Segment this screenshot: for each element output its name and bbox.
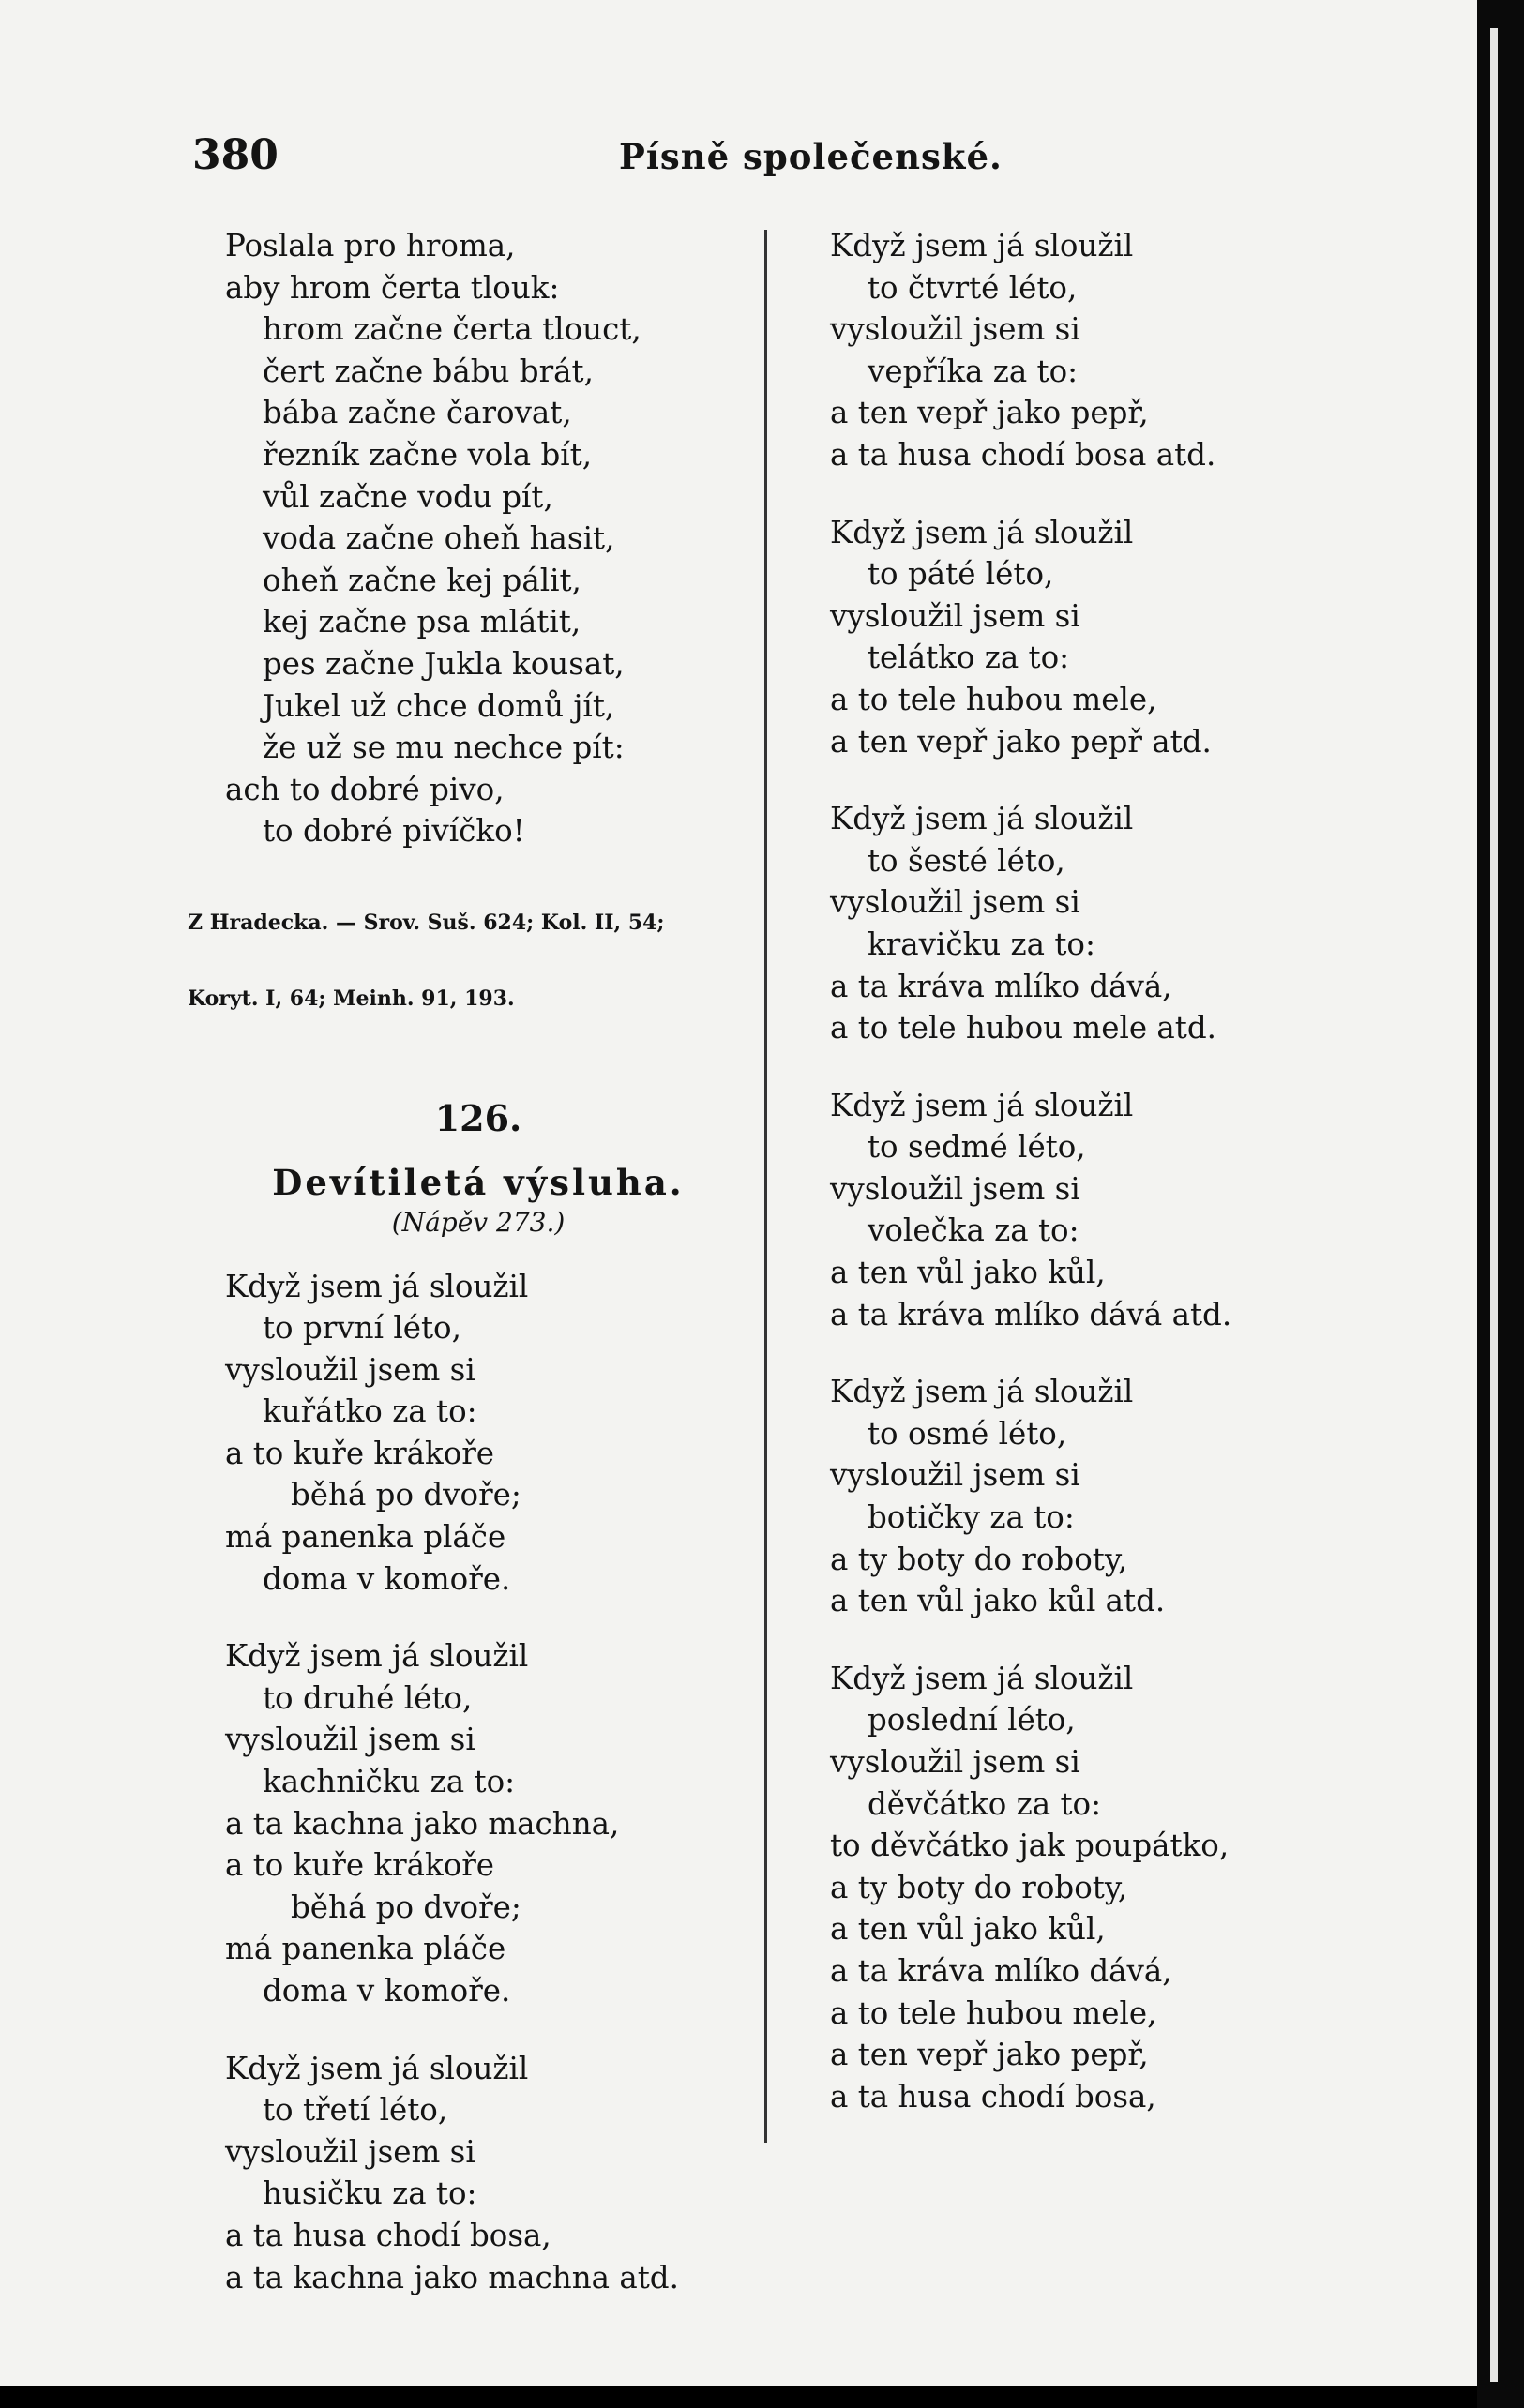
verse-line: doma v komoře. [263, 1973, 511, 2009]
verse-line: vůl začne vodu pít, [263, 478, 553, 515]
stanza [830, 1085, 1430, 1336]
verse-line: děvčátko za to: [868, 1785, 1102, 1822]
verse-line: to páté léto, [868, 556, 1054, 593]
song-number: 126. [434, 1096, 522, 1139]
verse-line: a ta kráva mlíko dává atd. [830, 1296, 1232, 1332]
running-head: Písně společenské. [619, 136, 1003, 177]
verse-line: Poslala pro hroma, [225, 228, 516, 263]
source-note-line: Z Hradecka. — Srov. Suš. 624; Kol. II, 54; [188, 910, 665, 935]
verse-line: a ta kachna jako machna atd. [225, 2259, 679, 2295]
verse-line: a to kuře krákoře [225, 1435, 495, 1471]
verse-line: řezník začne vola bít, [263, 436, 593, 473]
stanza [830, 1658, 1430, 2118]
stanza [830, 512, 1430, 763]
column-rule [764, 230, 767, 2143]
verse-line: a to tele hubou mele, [830, 681, 1157, 717]
song-title: Devítiletá výsluha. [272, 1161, 685, 1203]
page-number: 380 [192, 131, 279, 179]
source-note [188, 860, 750, 1062]
verse-line: Jukel už chce domů jít, [263, 687, 615, 724]
verse-line: Když jsem já sloužil [830, 1660, 1134, 1696]
verse-line: má panenka pláče [225, 1931, 506, 1967]
verse-line: to šesté léto, [868, 842, 1065, 879]
verse-line: bába začne čarovat, [263, 395, 572, 431]
verse-line: to třetí léto, [263, 2092, 448, 2129]
verse-line: a ta kachna jako machna, [225, 1805, 620, 1842]
verse-line: čert začne bábu brát, [263, 353, 594, 389]
verse-line: botičky za to: [868, 1499, 1075, 1536]
verse-line: to první léto, [263, 1310, 461, 1347]
verse-line: to druhé léto, [263, 1679, 473, 1716]
verse-line: Když jsem já sloužil [225, 1638, 529, 1675]
verse-line: Když jsem já sloužil [830, 1087, 1134, 1123]
verse-line: vysloužil jsem si [830, 1744, 1080, 1780]
verse-line: vysloužil jsem si [225, 2133, 475, 2170]
right-column [830, 225, 1430, 2117]
verse-line: a ten vepř jako pepř, [830, 395, 1149, 431]
verse-line: a to tele hubou mele, [830, 1994, 1157, 2031]
verse-line: a ten vůl jako kůl, [830, 1911, 1106, 1948]
verse-line: a ty boty do roboty, [830, 1869, 1128, 1905]
verse-line: vepříka za to: [868, 353, 1079, 389]
verse-line: a to kuře krákoře [225, 1847, 495, 1884]
verse-line: doma v komoře. [263, 1560, 511, 1597]
stanza [830, 798, 1430, 1049]
verse-line: to dobré pivíčko! [263, 813, 525, 850]
left-column [188, 225, 750, 2298]
verse-line: a ten vepř jako pepř, [830, 2037, 1149, 2073]
stanza [225, 1266, 750, 1601]
verse-line: to sedmé léto, [868, 1129, 1086, 1166]
scan-edge [1477, 0, 1524, 2408]
verse-line: vysloužil jsem si [830, 597, 1080, 634]
verse-line: Když jsem já sloužil [830, 514, 1134, 550]
verse-line: a ty boty do roboty, [830, 1541, 1128, 1577]
verse-line: Když jsem já sloužil [830, 1374, 1134, 1410]
stanza [225, 2048, 750, 2299]
verse-line: a ta husa chodí bosa atd. [830, 436, 1216, 473]
verse-line: Když jsem já sloužil [830, 228, 1134, 263]
verse-line: pes začne Jukla kousat, [263, 645, 625, 682]
verse-line: vysloužil jsem si [830, 1457, 1080, 1494]
verse-line: to čtvrté léto, [868, 269, 1078, 306]
verse-line: kachničku za to: [263, 1764, 516, 1800]
verse-continuation [225, 225, 750, 852]
stanza [830, 1371, 1430, 1622]
verse-line: Když jsem já sloužil [225, 1268, 529, 1304]
verse-line: běhá po dvoře; [291, 1889, 521, 1925]
verse-line: aby hrom čerta tlouk: [225, 269, 560, 306]
left-stanzas [225, 1266, 750, 2299]
verse-line: voda začne oheň hasit, [263, 520, 615, 557]
verse-line: to osmé léto, [868, 1415, 1067, 1452]
verse-line: hrom začne čerta tlouct, [263, 311, 641, 348]
verse-line: a ta kráva mlíko dává, [830, 968, 1172, 1004]
right-stanzas [830, 225, 1430, 2117]
verse-line: kej začne psa mlátit, [263, 604, 581, 640]
verse-line: kuřátko za to: [263, 1393, 477, 1430]
verse-line: Když jsem já sloužil [225, 2050, 529, 2086]
verse-line: a ta husa chodí bosa, [225, 2217, 551, 2253]
verse-line: vysloužil jsem si [830, 311, 1080, 348]
verse-line: běhá po dvoře; [291, 1477, 521, 1513]
verse-line: a ta kráva mlíko dává, [830, 1952, 1172, 1989]
verse-line: kravičku za to: [868, 926, 1095, 962]
verse-line: že už se mu nechce pít: [263, 730, 625, 766]
verse-line: a ten vůl jako kůl, [830, 1255, 1106, 1291]
verse-line: a ta husa chodí bosa, [830, 2078, 1156, 2115]
verse-line: vysloužil jsem si [830, 1170, 1080, 1207]
verse-line: husičku za to: [263, 2175, 477, 2212]
verse-line: a ten vepř jako pepř atd. [830, 723, 1212, 760]
verse-line: má panenka pláče [225, 1519, 506, 1556]
verse-line: a to tele hubou mele atd. [830, 1010, 1216, 1046]
verse-line: to děvčátko jak poupátko, [830, 1828, 1230, 1864]
verse-line: oheň začne kej pálit, [263, 562, 581, 598]
stanza [225, 1635, 750, 2011]
source-note-line: Koryt. I, 64; Meinh. 91, 193. [188, 986, 515, 1011]
verse-line: telátko za to: [868, 640, 1070, 676]
verse-line: vysloužil jsem si [225, 1722, 475, 1758]
verse-line: volečka za to: [868, 1212, 1079, 1249]
song-tune: (Nápěv 273.) [391, 1206, 566, 1238]
verse-line: Když jsem já sloužil [830, 801, 1134, 837]
verse-line: ach to dobré pivo, [225, 771, 505, 807]
verse-line: a ten vůl jako kůl atd. [830, 1583, 1166, 1619]
verse-line: vysloužil jsem si [830, 884, 1080, 921]
verse-line: vysloužil jsem si [225, 1351, 475, 1388]
verse-line: poslední léto, [868, 1702, 1076, 1738]
stanza [830, 225, 1430, 476]
